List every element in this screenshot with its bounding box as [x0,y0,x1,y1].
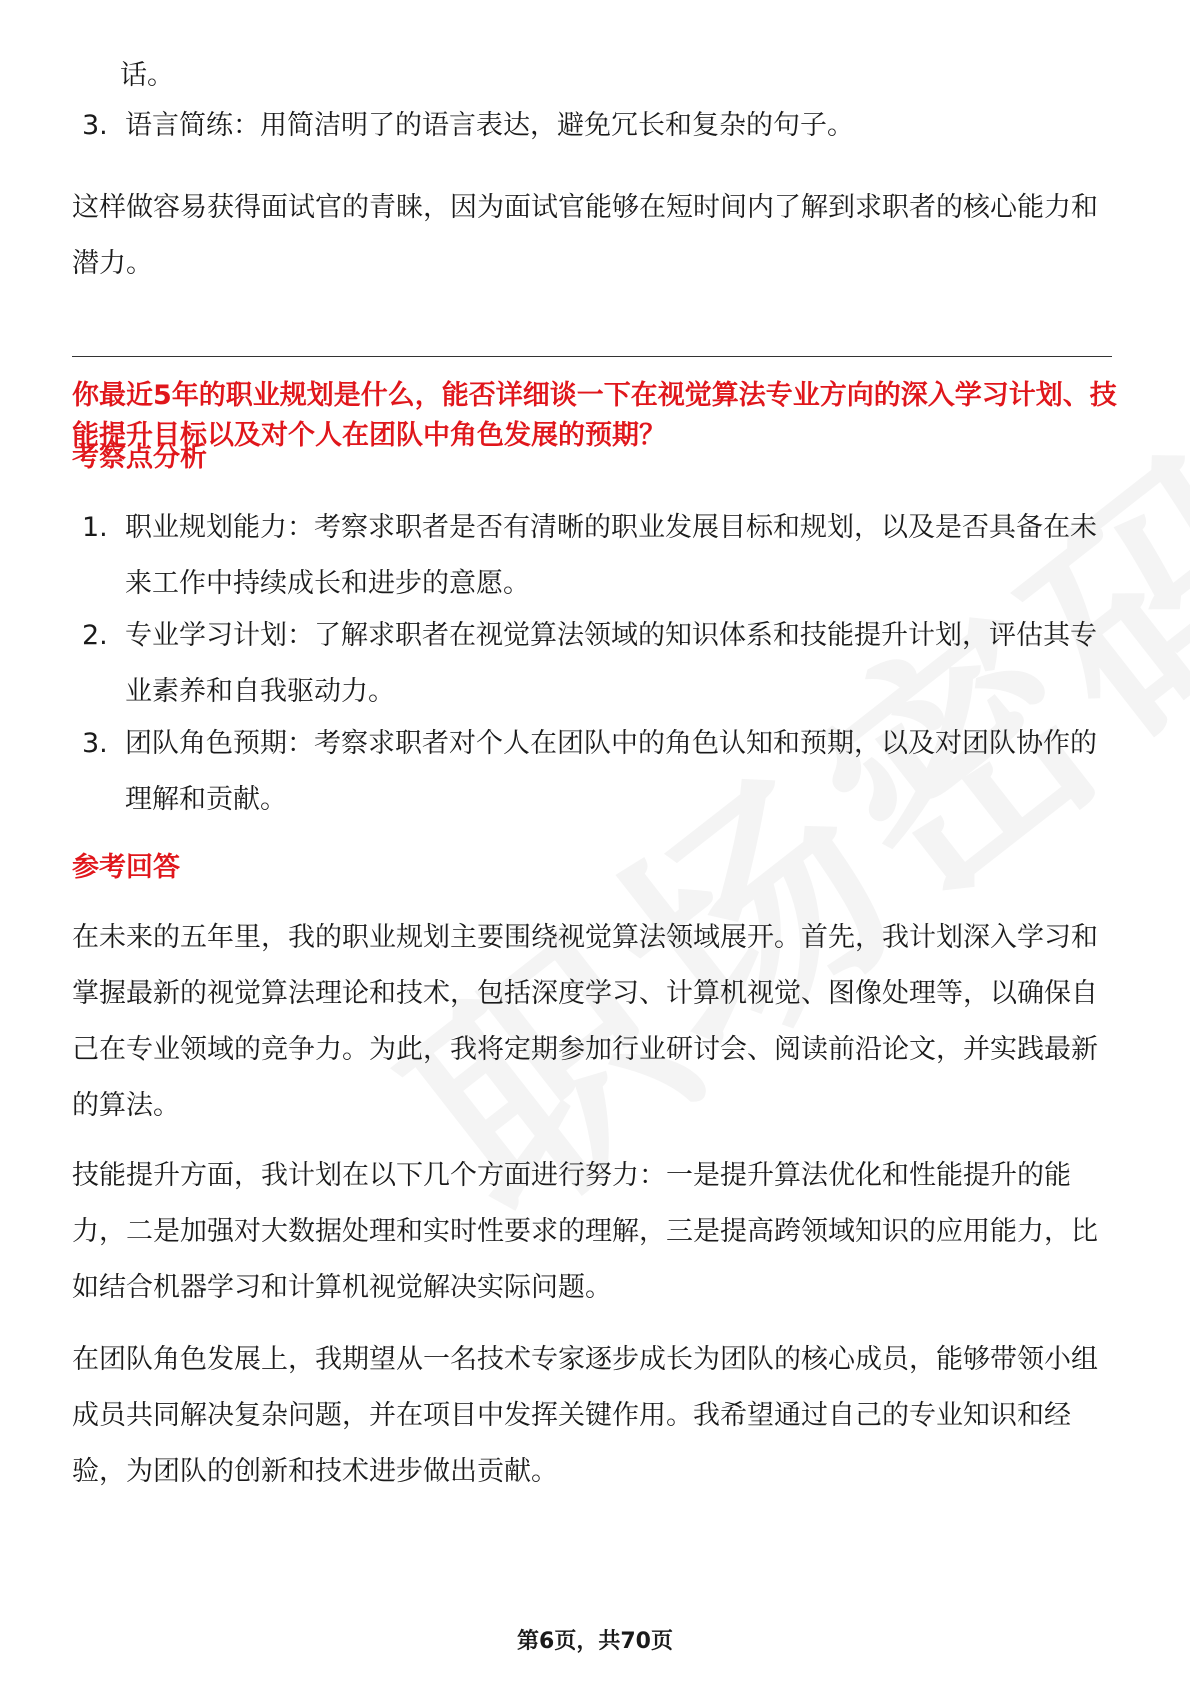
list-number: 3. [82,110,108,141]
answer-paragraph: 在未来的五年里，我的职业规划主要围绕视觉算法领域展开。首先，我计划深入学习和掌握最新的视觉算法理论和技术，包括深度学习、计算机视觉、图像处理等，以确保自己在专业领域的竞争力。为此，我将定期参加行业研讨会、阅读前沿论文，并实践最新的算法。 [72,922,1098,1121]
interview-question: 你最近5年的职业规划是什么，能否详细谈一下在视觉算法专业方向的深入学习计划、技能提升目标以及对个人在团队中角色发展的预期？ [72,380,1117,451]
list-number: 1. [82,512,108,543]
list-text: 团队角色预期：考察求职者对个人在团队中的角色认知和预期，以及对团队协作的理解和贡献。 [125,728,1097,815]
continuation-text: 话。 [120,60,174,91]
answer-paragraph: 技能提升方面，我计划在以下几个方面进行努力：一是提升算法优化和性能提升的能力，二是加强对大数据处理和实时性要求的理解，三是提高跨领域知识的应用能力，比如结合机器学习和计算机视觉解决实际问题。 [72,1160,1098,1303]
list-number: 2. [82,620,108,651]
list-text: 语言简练：用简洁明了的语言表达，避免冗长和复杂的句子。 [125,110,854,141]
prev-conclusion-paragraph: 这样做容易获得面试官的青睐，因为面试官能够在短时间内了解到求职者的核心能力和潜力。 [72,192,1098,279]
list-text: 专业学习计划：了解求职者在视觉算法领域的知识体系和技能提升计划，评估其专业素养和自我驱动力。 [125,620,1097,707]
answer-title: 参考回答 [72,852,180,883]
list-text: 职业规划能力：考察求职者是否有清晰的职业发展目标和规划，以及是否具备在未来工作中持续成长和进步的意愿。 [125,512,1097,599]
list-number: 3. [82,728,108,759]
answer-paragraph: 在团队角色发展上，我期望从一名技术专家逐步成长为团队的核心成员，能够带领小组成员共同解决复杂问题，并在项目中发挥关键作用。我希望通过自己的专业知识和经验，为团队的创新和技术进步做出贡献。 [72,1344,1098,1487]
page-number: 第6页，共70页 [517,1629,673,1654]
section-divider [72,356,1112,357]
analysis-title: 考察点分析 [72,442,207,473]
